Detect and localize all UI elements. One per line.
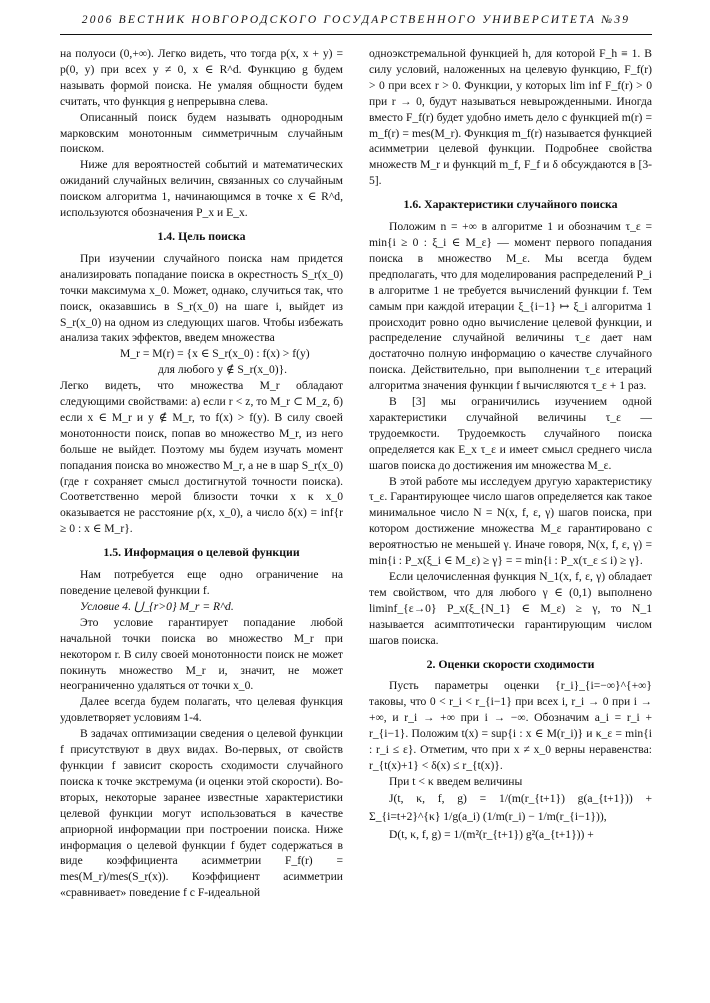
- left-paragraph-8: Это условие гарантирует попадание любой начальной точки поиска во множество M_r при некотором r. В силу своей монотонности поиск не может покинуть множество M_r и, значит, не может неограниченно удаляться от точки x_0.: [60, 615, 343, 693]
- right-paragraph-3: В [3] мы ограничились изучением одной характеристики случайной величины τ_ε — трудоемкости. Трудоемкость случайного поиска определяется как E_x τ_ε и имеет смысл среднего числа шагов поиска до достижения им множества M_ε.: [369, 395, 652, 472]
- header-rule: [60, 34, 652, 35]
- section-heading-1-6: 1.6. Характеристики случайного поиска: [403, 197, 618, 212]
- condition-4: Условие 4. ⋃_{r>0} M_r = R^d.: [80, 599, 234, 613]
- right-paragraph-1: одноэкстремальной функцией h, для которой F_h ≡ 1. В силу условий, наложенных на целевую функцию, F_f(r) > 0 при всех r > 0. Функции, у которых lim inf F_f(r) > 0 при r → 0, будут называться невырожденными. Иногда вместо F_f(r) будет удобно иметь дело с функцией m(r) = m_f(r) = mes(M_r). Функция m_f(r) называется функцией асимметрии целевой функции. Подробнее свойства множеств M_r и функций m_f, F_f и δ обсуждаются в [3-5].: [369, 47, 652, 188]
- left-paragraph-5: Легко видеть, что множества M_r обладают следующими свойствами: а) если r < z, то M_r ⊂ M_z, б) если x ∈ M_r и y ∉ M_r, то f(x) > f(y). В силу своей монотонности поиск, попав во множество M_r, из него больше не выйдет. Поэтому мы будем изучать момент попадания поиска во множество M_r, а не в шар S_r(x_0) (где r сохраняет смысл достигнутой точности поиска). Соответственно мерой близости точки x к x_0 оказывается не расстояние ρ(x, x_0), а число δ(x) = inf{r ≥ 0 : x ∈ M_r}.: [60, 379, 343, 536]
- left-paragraph-3: Ниже для вероятностей событий и математических ожиданий случайных величин, связанных со случайным поиском алгоритма 1, начинающимся в точке x ∈ R^d, используются обозначения P_x и E_x.: [60, 158, 343, 220]
- left-paragraph-2: Описанный поиск будем называть однородным марковским монотонным симметричным случайным поиском.: [60, 110, 343, 156]
- right-paragraph-2: Положим n = +∞ в алгоритме 1 и обозначим τ_ε = min{i ≥ 0 : ξ_i ∈ M_ε} — момент первого попадания поиска в множество M_ε. Мы всегда будем предполагать, что для моделирования распределений P_i в алгоритме 1 не требуется вычислений функции f. Тем самым при каждой итерации ξ_{i−1} ↦ ξ_i алгоритма 1 происходит ровно одно вычисление целевой функции, и распределение случайной величины τ_ε дает нам достаточно полную информацию о качестве случайного поиска. Действительно, при выполнении τ_ε итераций алгоритма значения функции f вычисляются τ_ε + 1 раз.: [369, 220, 652, 393]
- left-paragraph-4: При изучении случайного поиска нам придется анализировать попадание поиска в окрестность S_r(x_0) точки максимума x_0. Может, однако, случиться так, что поиск, оказавшись в S_r(x_0) на шаге i, выйдет из S_r(x_0) на одном из следующих шагов. Чтобы избежать анализа таких эффектов, введем множества: [60, 251, 343, 345]
- set-definition-line-1: M_r = M(r) = {x ∈ S_r(x_0) : f(x) > f(y): [120, 347, 310, 361]
- left-column: [60, 46, 343, 901]
- left-paragraph-6: Нам потребуется еще одно ограничение на поведение целевой функции f.: [60, 568, 343, 597]
- left-paragraph-1: на полуоси (0,+∞). Легко видеть, что тогда p(x, x + y) = p(0, y) при всех y ≠ 0, x ∈ R^d. Функцию g будем называть формой поиска. Не умаляя общности будем считать, что функция g непрерывна слева.: [60, 47, 343, 108]
- right-paragraph-4: В этой работе мы исследуем другую характеристику τ_ε. Гарантирующее число шагов определяется как такое минимальное число N = N(x, f, ε, γ) шагов поиска, при котором достижение множества M_ε гарантировано с вероятностью не меньшей γ. Иначе говоря, N(x, f, ε, γ) = min{i : P_x(ξ_i ∈ M_ε) ≥ γ} = = min{i : P_x(τ_ε ≤ i) ≥ γ}.: [369, 474, 652, 568]
- right-paragraph-7: При t < κ введем величины: [389, 774, 523, 788]
- right-paragraph-6: Пусть параметры оценки {r_i}_{i=−∞}^{+∞} таковы, что 0 < r_i < r_{i−1} при всех i, r_i → 0 при i → +∞, и r_i → +∞ при i → −∞. Обозначим a_i = r_i + r_{i−1}. Положим t(x) = sup{i : x ∈ M(r_i)} и κ_ε = min{i : r_i ≤ ε}. Отметим, что при x ≠ x_0 верны неравенства: r_{t(x)+1} < δ(x) ≤ r_{t(x)}.: [369, 679, 652, 772]
- set-definition-line-2: для любого y ∉ S_r(x_0)}.: [158, 363, 288, 377]
- section-heading-1-5: 1.5. Информация о целевой функции: [103, 545, 300, 560]
- section-heading-1-4: 1.4. Цель поиска: [157, 228, 246, 243]
- formula-D: D(t, κ, f, g) = 1/(m²(r_{t+1}) g²(a_{t+1})) +: [389, 827, 594, 841]
- formula-J: J(t, κ, f, g) = 1/(m(r_{t+1}) g(a_{t+1})) + Σ_{i=t+2}^{κ} 1/g(a_i) (1/m(r_i) − 1/m(r_{i−1})),: [369, 791, 652, 823]
- section-heading-2: 2. Оценки скорости сходимости: [426, 656, 595, 671]
- journal-running-header: 2006 ВЕСТНИК НОВГОРОДСКОГО ГОСУДАРСТВЕННОГО УНИВЕРСИТЕТА №39: [81, 14, 631, 26]
- left-paragraph-9: Далее всегда будем полагать, что целевая функция удовлетворяет условиям 1-4.: [60, 695, 343, 725]
- right-column: [369, 46, 652, 844]
- right-paragraph-5: Если целочисленная функция N_1(x, f, ε, γ) обладает тем свойством, что для любого γ ∈ (0,1) выполнено liminf_{ε→0} P_x(ξ_{N_1} ∈ M_ε) ≥ γ, то N_1 называется асимптотически гарантирующим числом шагов поиска.: [369, 570, 652, 647]
- left-paragraph-10: В задачах оптимизации сведения о целевой функции f присутствуют в двух видах. Во-первых, от свойств функции f зависит скорость сходимости случайного поиска к точке экстремума (и оценки этой скорости). Во-вторых, некоторые заранее известные характеристики целевой функции могут использоваться в качестве априорной информации при построении поиска. Ниже информация о целевой функции f будет содержаться в виде коэффициента асимметрии F_f(r) = mes(M_r)/mes(S_r(x)). Коэффициент асимметрии «сравнивает» поведение f с F-идеальной: [60, 727, 343, 900]
